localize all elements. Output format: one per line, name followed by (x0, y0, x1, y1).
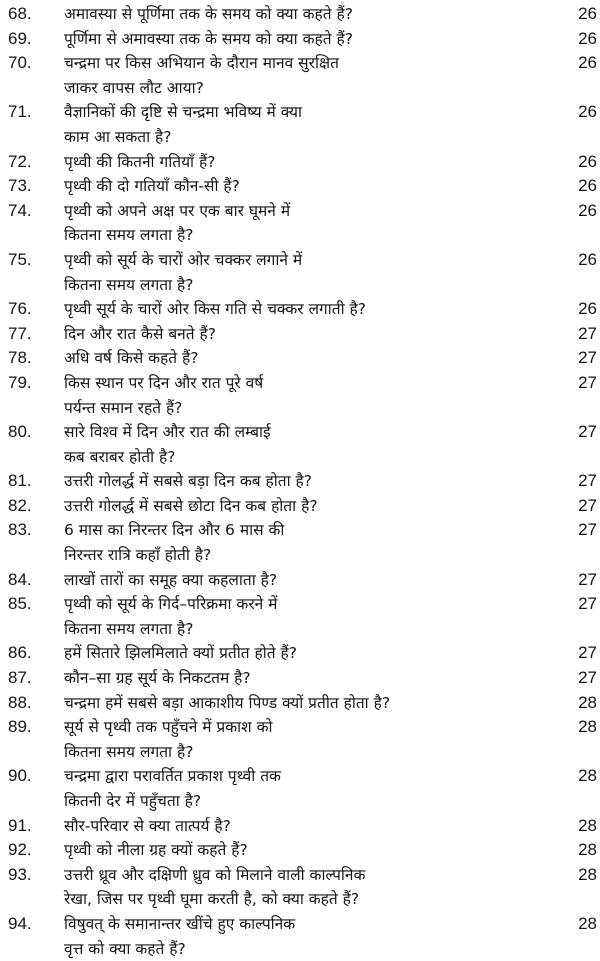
question-text (64, 518, 534, 567)
toc-entry (0, 691, 600, 716)
question-text-line: उत्तरी ध्रूव और दक्षिणी ध्रुव को मिलाने वाली काल्पनिक (64, 865, 366, 884)
question-number: 70. (8, 53, 32, 73)
question-text-line: कितना समय लगता है? (64, 275, 194, 294)
question-text-line: वृत्त को क्या कहते हैं? (64, 939, 186, 958)
question-text-line: पर्यन्त समान रहते हैं? (64, 398, 183, 417)
question-text-line: चन्द्रमा द्वारा परावर्तित प्रकाश पृथ्वी तक (64, 767, 281, 786)
toc-entry (0, 764, 600, 813)
question-text (64, 764, 534, 813)
page-number: 28 (578, 717, 597, 737)
page-number: 28 (578, 766, 597, 786)
page-number: 27 (578, 422, 597, 442)
question-text-line: दिन और रात कैसे बनते हैं? (64, 324, 216, 343)
page-number: 26 (578, 28, 597, 48)
question-text (64, 346, 534, 371)
page-number: 26 (578, 53, 597, 73)
page-number: 28 (578, 692, 597, 712)
question-text (64, 371, 534, 420)
question-text-line: वैज्ञानिकों की दृष्टि से चन्द्रमा भविष्य में क्या (64, 103, 303, 122)
question-text (64, 814, 534, 839)
question-text-line: कितना समय लगता है? (64, 742, 194, 761)
toc-entry (0, 592, 600, 641)
question-text-line: चन्द्रमा पर किस अभियान के दौरान मानव सुरक्षित (64, 54, 339, 73)
toc-entry (0, 912, 600, 961)
question-text (64, 248, 534, 297)
question-number: 69. (8, 28, 32, 48)
toc-entry (0, 346, 600, 371)
question-number: 84. (8, 569, 32, 589)
page-number: 27 (578, 348, 597, 368)
question-text (64, 838, 534, 863)
question-number: 86. (8, 643, 32, 663)
question-text (64, 100, 534, 149)
toc-entry (0, 322, 600, 347)
question-number: 94. (8, 913, 32, 933)
toc-entry (0, 420, 600, 469)
question-number: 83. (8, 520, 32, 540)
question-text-line: अमावस्या से पूर्णिमा तक के समय को क्या कहते हैं? (64, 5, 353, 23)
question-text-line: चन्द्रमा हमें सबसे बड़ा आकाशीय पिण्ड क्यों प्रतीत होता है? (64, 693, 391, 712)
question-number: 88. (8, 692, 32, 712)
question-text-line: सारे विश्व में दिन और रात की लम्बाई (64, 423, 271, 442)
question-text (64, 297, 534, 322)
toc-entry (0, 568, 600, 593)
question-text-line: पृथ्वी की दो गतियाँ कौन-सी हैं? (64, 177, 240, 196)
question-text-line: अधि वर्ष किसे कहते हैं? (64, 349, 199, 368)
question-text-line: उत्तरी गोलर्द्ध में सबसे बड़ा दिन कब होता है? (64, 472, 312, 491)
question-number: 93. (8, 864, 32, 884)
page-number: 27 (578, 495, 597, 515)
toc-entry (0, 174, 600, 199)
question-number: 89. (8, 717, 32, 737)
question-text (64, 150, 534, 175)
question-text-line: कितनी देर में पहुँचता है? (64, 792, 202, 810)
toc-entry (0, 297, 600, 322)
question-number: 87. (8, 668, 32, 688)
question-text (64, 494, 534, 519)
question-number: 82. (8, 495, 32, 515)
toc-entry (0, 51, 600, 100)
question-text (64, 691, 534, 716)
toc-entry (0, 150, 600, 175)
page-number: 27 (578, 471, 597, 491)
question-text-line: पृथ्वी की कितनी गतियाँ हैं? (64, 152, 216, 171)
question-number: 78. (8, 348, 32, 368)
page-number: 28 (578, 864, 597, 884)
question-text (64, 666, 534, 691)
question-text (64, 641, 534, 666)
question-text (64, 912, 534, 961)
question-text (64, 469, 534, 494)
question-text (64, 420, 534, 469)
toc-entry (0, 2, 600, 27)
question-text-line: किस स्थान पर दिन और रात पूरे वर्ष (64, 373, 264, 392)
toc-entry (0, 27, 600, 52)
question-number: 77. (8, 323, 32, 343)
page-number: 26 (578, 4, 597, 23)
question-text-line: पृथ्वी सूर्य के चारों ओर किस गति से चक्कर लगाती है? (64, 300, 367, 319)
page-number: 26 (578, 299, 597, 319)
question-text (64, 174, 534, 199)
toc-entry (0, 371, 600, 420)
question-text (64, 51, 534, 100)
question-number: 72. (8, 151, 32, 171)
page-number: 26 (578, 200, 597, 220)
question-text (64, 863, 534, 912)
question-text-line: हमें सितारे झिलमिलाते क्यों प्रतीत होते हैं? (64, 644, 297, 663)
question-number: 76. (8, 299, 32, 319)
question-text-line: रेखा, जिस पर पृथ्वी घूमा करती है, को क्या कहते हैं? (64, 890, 360, 909)
question-text (64, 715, 534, 764)
question-text-line: उत्तरी गोलर्द्ध में सबसे छोटा दिन कब होता है? (64, 496, 318, 515)
question-text-line: सौर-परिवार से क्या तात्पर्य है? (64, 816, 231, 835)
page-number: 27 (578, 569, 597, 589)
table-of-contents (0, 2, 600, 961)
question-text-line: निरन्तर रात्रि कहाँ होती है? (64, 546, 212, 565)
question-text (64, 27, 534, 52)
toc-entry (0, 494, 600, 519)
toc-entry (0, 100, 600, 149)
page-number: 28 (578, 913, 597, 933)
question-number: 80. (8, 422, 32, 442)
page-number: 27 (578, 643, 597, 663)
question-text-line: 6 मास का निरन्तर दिन और 6 मास की (64, 521, 285, 540)
page-number: 26 (578, 249, 597, 269)
question-text (64, 322, 534, 347)
question-number: 85. (8, 594, 32, 614)
question-text-line: पृथ्वी को सूर्य के चारों ओर चक्कर लगाने में (64, 250, 303, 269)
toc-entry (0, 814, 600, 839)
question-number: 91. (8, 815, 32, 835)
question-number: 71. (8, 102, 32, 122)
toc-entry (0, 666, 600, 691)
question-text-line: कौन–सा ग्रह सूर्य के निकटतम है? (64, 669, 251, 688)
toc-entry (0, 715, 600, 764)
question-text-line: पृथ्वी को नीला ग्रह क्यों कहते हैं? (64, 841, 248, 860)
question-text-line: काम आ सकता है? (64, 127, 172, 146)
question-text-line: पृथ्वी को सूर्य के गिर्द–परिक्रमा करने में (64, 595, 278, 614)
toc-entry (0, 518, 600, 567)
toc-entry (0, 248, 600, 297)
question-text-line: पृथ्वी को अपने अक्ष पर एक बार घूमने में (64, 201, 291, 220)
toc-entry (0, 469, 600, 494)
question-number: 75. (8, 249, 32, 269)
question-text (64, 592, 534, 641)
question-number: 73. (8, 176, 32, 196)
page-number: 27 (578, 594, 597, 614)
toc-entry (0, 199, 600, 248)
toc-entry (0, 838, 600, 863)
question-text (64, 568, 534, 593)
question-text-line: कब बराबर होती है? (64, 447, 176, 466)
page-number: 26 (578, 176, 597, 196)
question-text-line: विषुवत् के समानान्तर खींचे हुए काल्पनिक (64, 914, 296, 933)
question-text-line: कितना समय लगता है? (64, 619, 194, 638)
question-number: 81. (8, 471, 32, 491)
page-number: 27 (578, 520, 597, 540)
question-number: 79. (8, 372, 32, 392)
page-number: 28 (578, 815, 597, 835)
page-number: 27 (578, 372, 597, 392)
question-number: 74. (8, 200, 32, 220)
question-number: 92. (8, 840, 32, 860)
page-number: 27 (578, 668, 597, 688)
page-number: 26 (578, 151, 597, 171)
question-text (64, 199, 534, 248)
page-number: 28 (578, 840, 597, 860)
question-number: 68. (8, 4, 32, 23)
question-number: 90. (8, 766, 32, 786)
question-text-line: कितना समय लगता है? (64, 226, 194, 245)
question-text-line: लाखों तारों का समूह क्या कहलाता है? (64, 570, 278, 589)
question-text-line: जाकर वापस लौट आया? (64, 78, 204, 97)
question-text (64, 2, 534, 27)
page-number: 26 (578, 102, 597, 122)
question-text-line: सूर्य से पृथ्वी तक पहुँचने में प्रकाश को (64, 718, 273, 737)
toc-entry (0, 641, 600, 666)
question-text-line: पूर्णिमा से अमावस्या तक के समय को क्या कहते हैं? (64, 29, 353, 48)
page-number: 27 (578, 323, 597, 343)
toc-entry (0, 863, 600, 912)
